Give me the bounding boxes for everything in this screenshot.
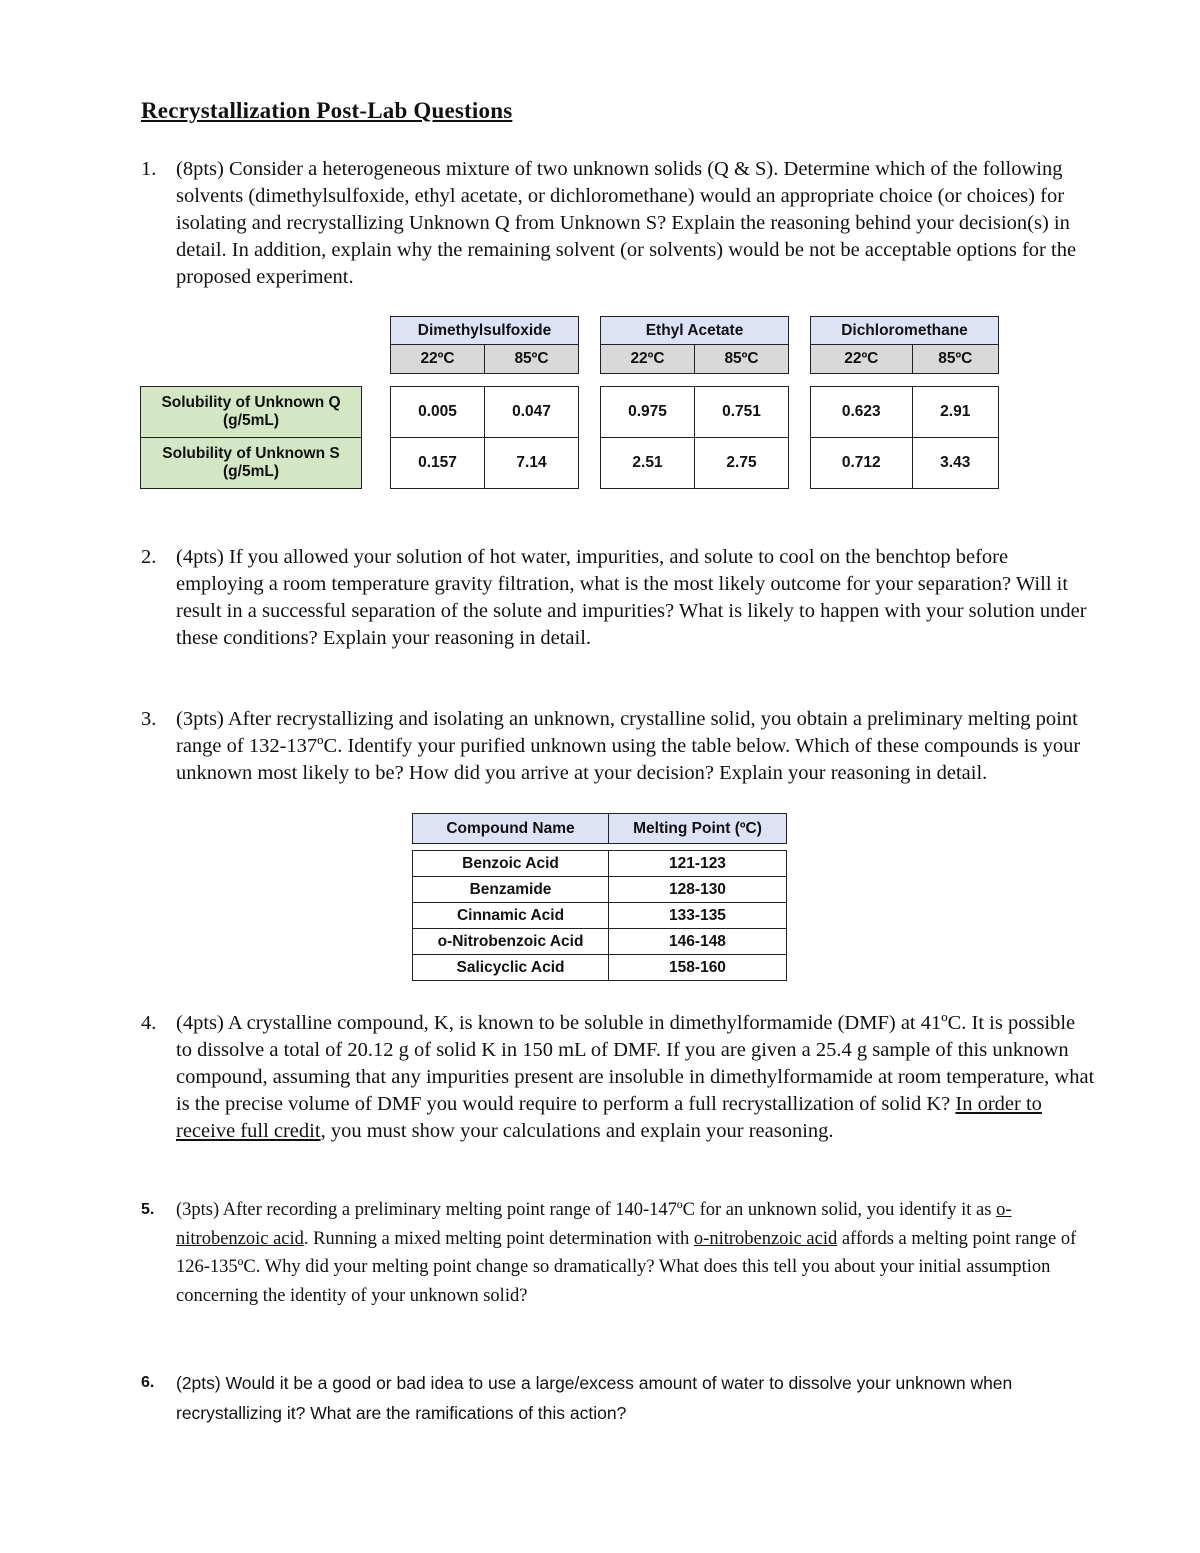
table-row	[413, 851, 787, 877]
text-part: (4pts) A crystalline compound, K, is known to be soluble in dimethylformamide (DMF) at 41ºC. It is possible to dissolve a total of 20.12 g of solid K in 150 mL of DMF. If you are given a 25.4 g sample of this unknown compound, assuming that any impurities present are insoluble in dimethylformamide at room temperature, what is the precise volume of DMF you would require to perform a full recrystallization of solid K?	[176, 1012, 1095, 1115]
question-3	[141, 706, 1096, 787]
compound-name: o-Nitrobenzoic Acid	[413, 929, 609, 955]
question-number: 2.	[141, 546, 157, 568]
question-1	[141, 156, 1096, 291]
melting-point: 158-160	[609, 955, 787, 981]
dmso-values-table	[390, 386, 579, 489]
melting-point: 146-148	[609, 929, 787, 955]
temp-85: 85ºC	[485, 345, 579, 374]
ethyl-acetate-header-table	[600, 316, 789, 374]
question-text: (3pts) After recrystallizing and isolating an unknown, crystalline solid, you obtain a preliminary melting point range of 132-137ºC. Identify your purified unknown using the table below. Which of these compounds is your unknown most likely to be? How did you arrive at your decision? Explain your reasoning in detail.	[176, 708, 1081, 784]
question-text	[176, 1196, 1096, 1310]
underlined-text: In order to receive full credit	[176, 1093, 1042, 1142]
mp-header-melting-point: Melting Point (ºC)	[609, 814, 787, 844]
question-text: (2pts) Would it be a good or bad idea to use a large/excess amount of water to dissolve your unknown when recrystallizing it? What are the ramifications of this action?	[176, 1373, 1013, 1423]
temp-85: 85ºC	[912, 345, 998, 374]
text-part: , you must show your calculations and explain your reasoning.	[320, 1120, 834, 1142]
text-part: . Running a mixed melting point determination with	[303, 1228, 694, 1249]
value-cell: 2.91	[912, 387, 998, 438]
solvent-name-dichloromethane: Dichloromethane	[811, 317, 999, 345]
text-part: (3pts) After recording a preliminary melting point range of 140-147ºC for an unknown solid, you identify it as	[176, 1200, 997, 1220]
dmso-header-table	[390, 316, 579, 374]
melting-point: 133-135	[609, 903, 787, 929]
value-cell: 2.51	[601, 438, 695, 489]
question-number: 4.	[141, 1012, 157, 1034]
table-row	[413, 877, 787, 903]
page-title: Recrystallization Post-Lab Questions	[141, 98, 513, 123]
mp-table-body	[412, 850, 787, 981]
value-cell: 0.751	[695, 387, 789, 438]
temp-22: 22ºC	[811, 345, 913, 374]
temp-22: 22ºC	[391, 345, 485, 374]
value-cell: 3.43	[912, 438, 998, 489]
row-label-unknown-q: Solubility of Unknown Q (g/5mL)	[141, 387, 362, 438]
table-row	[413, 955, 787, 981]
value-cell: 7.14	[485, 438, 579, 489]
underlined-text: o-nitrobenzoic acid	[176, 1200, 1012, 1249]
question-5	[141, 1196, 1096, 1310]
value-cell: 0.005	[391, 387, 485, 438]
question-number: 6.	[141, 1374, 155, 1391]
value-cell: 0.157	[391, 438, 485, 489]
value-cell: 0.047	[485, 387, 579, 438]
value-cell: 0.975	[601, 387, 695, 438]
mp-header-compound: Compound Name	[413, 814, 609, 844]
dichloromethane-header-table	[810, 316, 999, 374]
question-text	[176, 1010, 1096, 1145]
melting-point: 128-130	[609, 877, 787, 903]
table-row	[413, 903, 787, 929]
question-number: 5.	[141, 1201, 155, 1218]
text-part: affords a melting point range of 126-135ºC. Why did your melting point change so dramatically? What does this tell you about your initial assumption concerning the identity of your unknown solid?	[176, 1228, 1077, 1306]
value-cell: 2.75	[695, 438, 789, 489]
question-number: 1.	[141, 158, 157, 180]
compound-name: Benzoic Acid	[413, 851, 609, 877]
solvent-name-dmso: Dimethylsulfoxide	[391, 317, 579, 345]
ethyl-acetate-values-table	[600, 386, 789, 489]
table-row	[413, 929, 787, 955]
value-cell: 0.623	[811, 387, 913, 438]
melting-point: 121-123	[609, 851, 787, 877]
dichloromethane-values-table	[810, 386, 999, 489]
mp-table-header	[412, 813, 787, 844]
compound-name: Benzamide	[413, 877, 609, 903]
question-number: 3.	[141, 708, 157, 730]
question-text: (4pts) If you allowed your solution of hot water, impurities, and solute to cool on the benchtop before employing a room temperature gravity filtration, what is the most likely outcome for your separation? Will it result in a successful separation of the solute and impurities? What is likely to happen with your solution under these conditions? Explain your reasoning in detail.	[176, 546, 1087, 649]
question-4	[141, 1010, 1096, 1145]
underlined-text: o-nitrobenzoic acid	[693, 1228, 838, 1249]
row-label-unknown-s: Solubility of Unknown S (g/5mL)	[141, 438, 362, 489]
question-2	[141, 544, 1096, 652]
compound-name: Salicyclic Acid	[413, 955, 609, 981]
question-6	[141, 1368, 1096, 1428]
solvent-name-ethyl-acetate: Ethyl Acetate	[601, 317, 789, 345]
question-text: (8pts) Consider a heterogeneous mixture of two unknown solids (Q & S). Determine which of the following solvents (dimethylsulfoxide, ethyl acetate, or dichloromethane) would an appropriate choice (or choices) for isolating and recrystallizing Unknown Q from Unknown S? Explain the reasoning behind your decision(s) in detail. In addition, explain why the remaining solvent (or solvents) would be not be acceptable options for the proposed experiment.	[176, 158, 1077, 288]
temp-22: 22ºC	[601, 345, 695, 374]
temp-85: 85ºC	[695, 345, 789, 374]
solubility-row-labels	[140, 386, 362, 489]
value-cell: 0.712	[811, 438, 913, 489]
compound-name: Cinnamic Acid	[413, 903, 609, 929]
